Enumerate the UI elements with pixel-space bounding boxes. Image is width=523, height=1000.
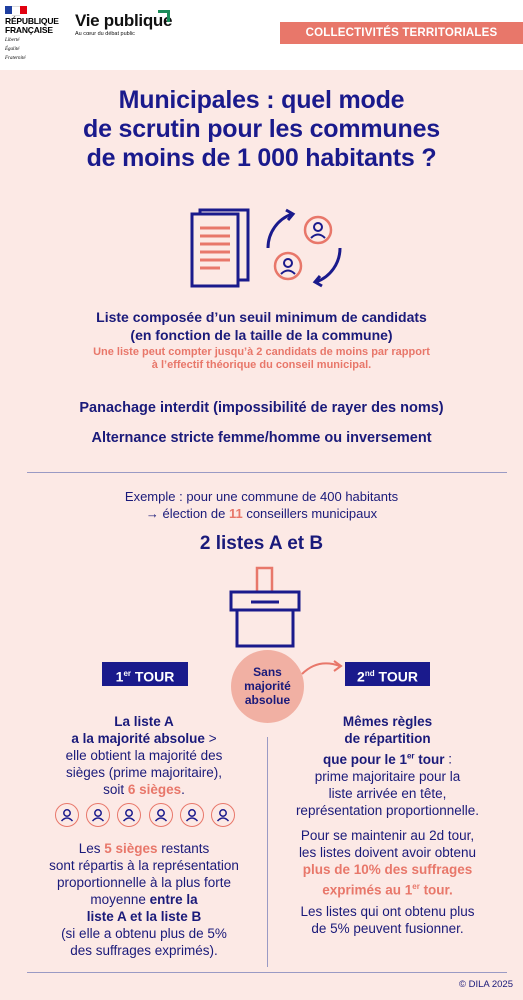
footer-credit: © DILA 2025	[458, 979, 513, 990]
example-line-2	[0, 505, 523, 522]
second-a3-sup: er	[406, 751, 415, 760]
second-a3-post: tour	[414, 751, 445, 767]
first-round-label	[102, 662, 188, 686]
second-a6: représentation proportionnelle.	[295, 802, 480, 818]
rf-motto-2: Égalité	[5, 47, 20, 52]
first-a2: a la majorité absolue	[71, 731, 205, 746]
majority-seats: 6 sièges	[127, 782, 182, 797]
first-a1: La liste A	[114, 714, 174, 729]
rf-name-line1: RÉPUBLIQUE	[5, 16, 59, 26]
rule-note-line-2: à l’effectif théorique du conseil municipal.	[151, 359, 372, 371]
rf-name-line2: FRANÇAISE	[5, 25, 53, 35]
vie-publique-tagline: Au cœur du débat public	[75, 31, 135, 37]
divider	[27, 472, 507, 473]
first-b6: (si elle a obtenu plus de 5%	[61, 926, 227, 941]
person-icon	[149, 803, 173, 827]
second-a1: Mêmes règles	[342, 714, 433, 729]
second-b4	[275, 878, 500, 899]
second-a3-pre: que pour le 1	[322, 751, 407, 767]
second-round-num: 2	[357, 668, 365, 685]
first-b5: liste A et la liste B	[86, 909, 202, 924]
ballot-box-icon	[227, 566, 303, 648]
rf-motto-3: Fraternité	[5, 56, 26, 61]
second-a5: liste arrivée en tête,	[328, 785, 447, 801]
french-flag-icon	[5, 6, 27, 14]
rule-list-line-2: (en fonction de la taille de la commune)	[130, 327, 393, 343]
first-b1-pre: Les	[78, 841, 105, 856]
remaining-seats: 5 sièges	[104, 841, 158, 856]
seats-row	[55, 803, 235, 829]
second-b1: Pour se maintenir au 2d tour,	[300, 828, 475, 843]
first-b1-post: restants	[157, 841, 210, 856]
second-a2: de répartition	[344, 731, 431, 746]
person-icon	[86, 803, 110, 827]
cycle-persons-icon	[262, 206, 346, 290]
person-icon	[211, 803, 235, 827]
second-b2: les listes doivent avoir obtenu	[298, 845, 477, 860]
second-c1: Les listes qui ont obtenu plus	[300, 904, 475, 919]
document-icon	[190, 208, 252, 288]
person-icon	[117, 803, 141, 827]
arrow-icon	[300, 656, 348, 678]
title-line-1: Municipales : quel mode	[118, 86, 405, 114]
first-b2: sont répartis à la représentation	[49, 858, 239, 873]
first-b4	[30, 891, 258, 908]
second-b4-sup: er	[412, 882, 420, 891]
badge-line-2: majorité	[244, 679, 291, 693]
second-round-label	[345, 662, 430, 686]
first-round-word: TOUR	[131, 668, 175, 685]
second-a3	[275, 747, 500, 768]
first-a4: sièges (prime majoritaire),	[65, 765, 223, 780]
second-round-merge-text	[275, 903, 500, 937]
republique-francaise-logo	[5, 6, 65, 62]
first-a2-tail: >	[204, 731, 217, 746]
first-round-num: 1	[115, 668, 124, 685]
title-line-3: de moins de 1 000 habitants ?	[86, 144, 437, 172]
vie-publique-mark-icon	[158, 10, 170, 22]
badge-line-3: absolue	[244, 693, 291, 707]
example-line-2-tail: conseillers municipaux	[242, 506, 378, 521]
header	[0, 0, 523, 70]
rf-motto-1: Liberté	[5, 38, 20, 43]
lists-heading: 2 listes A et B	[199, 533, 324, 554]
rule-list-composition	[0, 308, 523, 344]
example-line-1: Exemple : pour une commune de 400 habitants	[124, 489, 399, 504]
badge-line-1: Sans	[253, 665, 282, 679]
first-b4-pre: moyenne	[90, 892, 150, 907]
first-a5-pre: soit	[103, 782, 128, 797]
person-icon	[180, 803, 204, 827]
first-b3: proportionnelle à la plus forte	[56, 875, 232, 890]
title-line-2: de scrutin pour les communes	[83, 115, 440, 143]
person-icon	[55, 803, 79, 827]
page-title	[0, 86, 523, 173]
first-b4-bold: entre la	[149, 892, 198, 907]
rule-list-note	[0, 346, 523, 372]
rule-panachage: Panachage interdit (impossibilité de rayer des noms)	[79, 400, 444, 416]
second-a3-tail: :	[444, 751, 453, 767]
first-a3: elle obtient la majorité des	[65, 748, 223, 763]
first-a5-post: .	[181, 782, 185, 797]
first-round-remaining-text	[30, 840, 258, 959]
example-arrow-text: → élection de	[145, 506, 229, 521]
example-text	[0, 488, 523, 522]
first-a5	[30, 781, 258, 798]
second-b4-pre: exprimés au 1	[322, 882, 413, 898]
second-b3: plus de 10% des suffrages	[302, 862, 473, 877]
first-round-sup: er	[123, 669, 132, 678]
second-round-threshold-text	[275, 827, 500, 899]
councillors-count: 11	[228, 506, 243, 521]
first-b7: des suffrages exprimés).	[70, 943, 218, 958]
second-c2: de 5% peuvent fusionner.	[311, 921, 464, 936]
vie-publique-logo	[75, 12, 172, 37]
category-banner: COLLECTIVITÉS TERRITORIALES	[280, 22, 523, 44]
second-round-sup: nd	[364, 669, 375, 678]
second-round-text	[275, 713, 500, 819]
first-round-text	[30, 713, 258, 798]
second-b4-post: tour.	[419, 882, 453, 898]
rule-note-line-1: Une liste peut compter jusqu’à 2 candidats de moins par rapport	[93, 346, 430, 358]
second-round-word: TOUR	[374, 668, 418, 685]
first-b1	[30, 840, 258, 857]
footer-divider	[27, 972, 507, 973]
rule-list-line-1: Liste composée d’un seuil minimum de candidats	[96, 309, 427, 325]
second-a4: prime majoritaire pour la	[314, 768, 461, 784]
vie-publique-name: Vie publique	[75, 11, 173, 30]
column-divider	[267, 737, 268, 967]
first-a2-line	[30, 730, 258, 747]
rule-alternance: Alternance stricte femme/homme ou inversement	[91, 430, 432, 446]
